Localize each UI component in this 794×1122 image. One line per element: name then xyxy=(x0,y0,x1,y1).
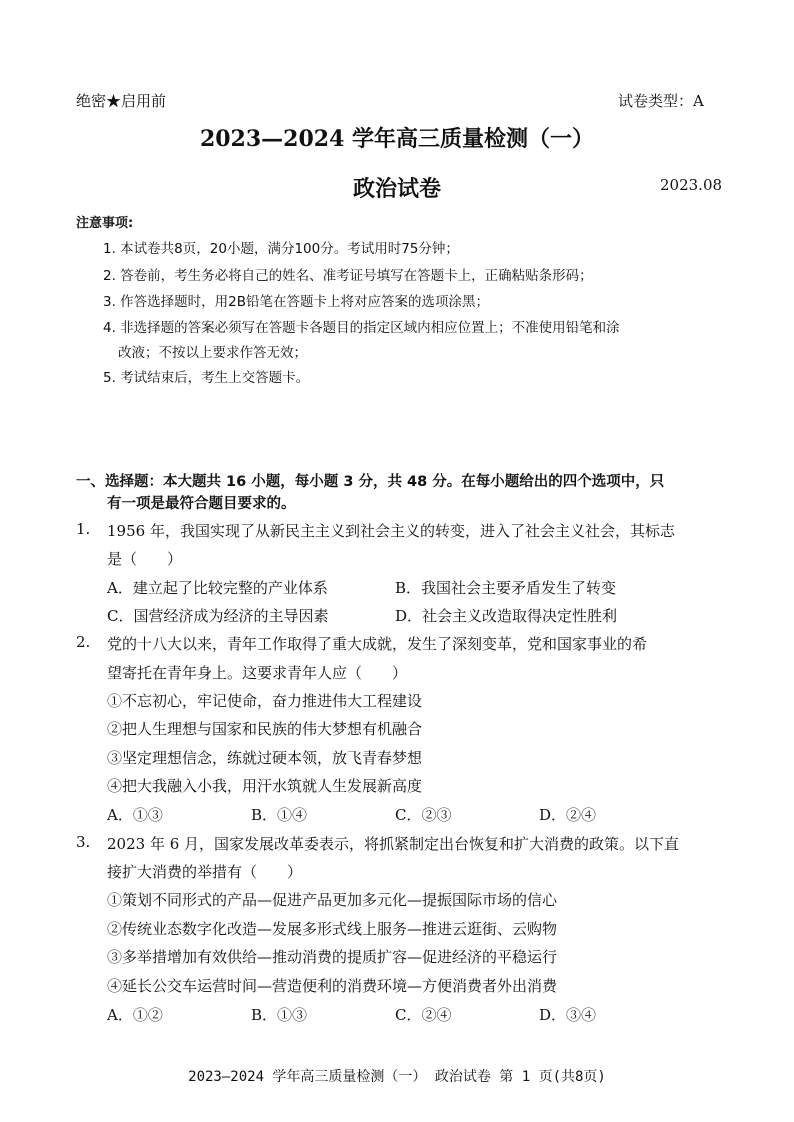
statement: ④把大我融入小我，用汗水筑就人生发展新高度 xyxy=(107,777,423,795)
exam-date: 2023.08 xyxy=(660,176,723,194)
question-stem-cont: 是（ ） xyxy=(107,550,183,568)
question-number: 2. xyxy=(76,633,91,651)
statement: ③坚定理想信念，练就过硬本领，放飞青春梦想 xyxy=(107,749,423,767)
notice-item: 改液；不按以上要求作答无效； xyxy=(118,345,307,361)
statement: ④延长公交车运营时间—营造便利的消费环境—方便消费者外出消费 xyxy=(107,977,558,995)
notice-heading: 注意事项: xyxy=(76,216,134,231)
question-stem: 党的十八大以来，青年工作取得了重大成就，发生了深刻变革，党和国家事业的希 xyxy=(107,635,648,653)
confidential-label: 绝密★启用前 xyxy=(76,92,167,110)
statement: ①策划不同形式的产品—促进产品更加多元化—提振国际市场的信心 xyxy=(107,891,558,909)
option-d: D．③④ xyxy=(539,1006,597,1024)
section-heading-cont: 有一项是最符合题目要求的。 xyxy=(107,496,296,512)
notice-item: 1. 本试卷共8页，20小题，满分100分。考试用时75分钟； xyxy=(103,241,459,257)
option-c: C．②③ xyxy=(395,806,452,824)
option-a: A．①② xyxy=(107,1006,163,1024)
statement: ③多举措增加有效供给—推动消费的提质扩容—促进经济的平稳运行 xyxy=(107,948,558,966)
question-stem-cont: 望寄托在青年身上。这要求青年人应（ ） xyxy=(107,664,408,682)
notice-item: 2. 答卷前，考生务必将自己的姓名、准考证号填写在答题卡上，正确粘贴条形码； xyxy=(103,268,593,284)
notice-item: 5. 考试结束后，考生上交答题卡。 xyxy=(103,370,310,386)
question-stem-cont: 接扩大消费的举措有（ ） xyxy=(107,863,303,881)
option-d: D．社会主义改造取得决定性胜利 xyxy=(395,607,618,625)
question-number: 3. xyxy=(76,833,91,851)
question-number: 1. xyxy=(76,520,91,538)
option-c: C．国营经济成为经济的主导因素 xyxy=(107,607,329,625)
section-heading: 一、选择题：本大题共 16 小题，每小题 3 分，共 48 分。在每小题给出的四个选项中，只 xyxy=(76,474,665,490)
statement: ②把人生理想与国家和民族的伟大梦想有机融合 xyxy=(107,720,423,738)
paper-type-label: 试卷类型：A xyxy=(618,92,704,110)
question-stem: 1956 年，我国实现了从新民主主义到社会主义的转变，进入了社会主义社会，其标志 xyxy=(107,522,675,540)
question-stem: 2023 年 6 月，国家发展改革委表示，将抓紧制定出台恢复和扩大消费的政策。以下直 xyxy=(107,835,680,853)
statement: ②传统业态数字化改造—发展多形式线上服务—推进云逛街、云购物 xyxy=(107,920,558,938)
option-d: D．②④ xyxy=(539,806,597,824)
option-b: B．我国社会主要矛盾发生了转变 xyxy=(395,579,617,597)
option-b: B．①④ xyxy=(251,806,308,824)
option-b: B．①③ xyxy=(251,1006,308,1024)
notice-item: 4. 非选择题的答案必须写在答题卡各题目的指定区域内相应位置上；不准使用铅笔和涂 xyxy=(103,320,620,336)
option-a: A．建立起了比较完整的产业体系 xyxy=(107,579,328,597)
exam-title: 2023—2024 学年高三质量检测（一） xyxy=(199,126,595,152)
option-a: A．①③ xyxy=(107,806,163,824)
page-footer: 2023—2024 学年高三质量检测（一） 政治试卷 第 1 页(共8页) xyxy=(188,1069,606,1085)
subject-title: 政治试卷 xyxy=(352,176,441,202)
statement: ①不忘初心，牢记使命，奋力推进伟大工程建设 xyxy=(107,692,423,710)
notice-item: 3. 作答选择题时，用2B铅笔在答题卡上将对应答案的选项涂黑； xyxy=(103,294,490,310)
option-c: C．②④ xyxy=(395,1006,452,1024)
